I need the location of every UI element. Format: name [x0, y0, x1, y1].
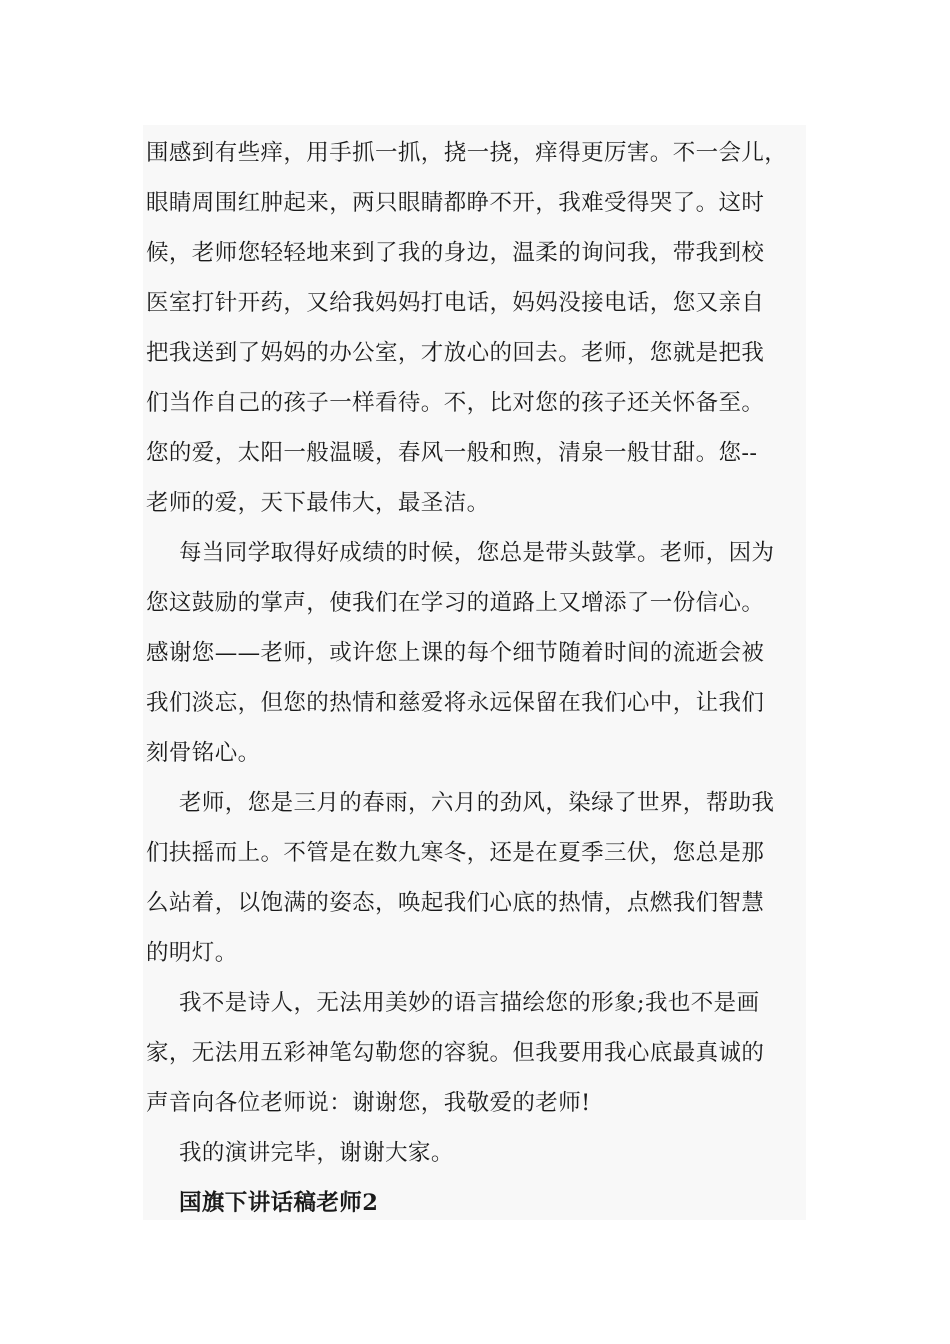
text-line: 的明灯。: [146, 940, 238, 966]
text-line: 么站着，以饱满的姿态，唤起我们心底的热情，点燃我们智慧: [146, 890, 765, 916]
text-line: 把我送到了妈妈的办公室，才放心的回去。老师，您就是把我: [146, 340, 765, 366]
text-line: 声音向各位老师说：谢谢您，我敬爱的老师!: [146, 1090, 591, 1116]
paragraph-start-line: 我的演讲完毕，谢谢大家。: [179, 1140, 454, 1166]
document-text-block: [143, 125, 806, 1220]
text-line: 们扶摇而上。不管是在数九寒冬，还是在夏季三伏，您总是那: [146, 840, 765, 866]
text-line: 医室打针开药，又给我妈妈打电话，妈妈没接电话，您又亲自: [146, 290, 765, 316]
text-line: 围感到有些痒，用手抓一抓，挠一挠，痒得更厉害。不一会儿，: [146, 140, 788, 166]
text-line: 家，无法用五彩神笔勾勒您的容貌。但我要用我心底最真诚的: [146, 1040, 765, 1066]
text-line: 候，老师您轻轻地来到了我的身边，温柔的询问我，带我到校: [146, 240, 765, 266]
text-line: 您这鼓励的掌声，使我们在学习的道路上又增添了一份信心。: [146, 590, 765, 616]
text-line: 您的爱，太阳一般温暖，春风一般和煦，清泉一般甘甜。您--: [146, 440, 758, 466]
paragraph-start-line: 我不是诗人，无法用美妙的语言描绘您的形象;我也不是画: [179, 990, 760, 1016]
text-line: 们当作自己的孩子一样看待。不，比对您的孩子还关怀备至。: [146, 390, 765, 416]
text-line: 感谢您——老师，或许您上课的每个细节随着时间的流逝会被: [146, 640, 765, 666]
text-line: 我们淡忘，但您的热情和慈爱将永远保留在我们心中，让我们: [146, 690, 765, 716]
text-line: 老师的爱，天下最伟大，最圣洁。: [146, 490, 490, 516]
text-line: 刻骨铭心。: [146, 740, 261, 766]
paragraph-start-line: 每当同学取得好成绩的时候，您总是带头鼓掌。老师，因为: [179, 540, 775, 566]
text-line: 眼睛周围红肿起来，两只眼睛都睁不开，我难受得哭了。这时: [146, 190, 765, 216]
section-heading: 国旗下讲话稿老师2: [179, 1190, 379, 1216]
paragraph-start-line: 老师，您是三月的春雨，六月的劲风，染绿了世界，帮助我: [179, 790, 775, 816]
